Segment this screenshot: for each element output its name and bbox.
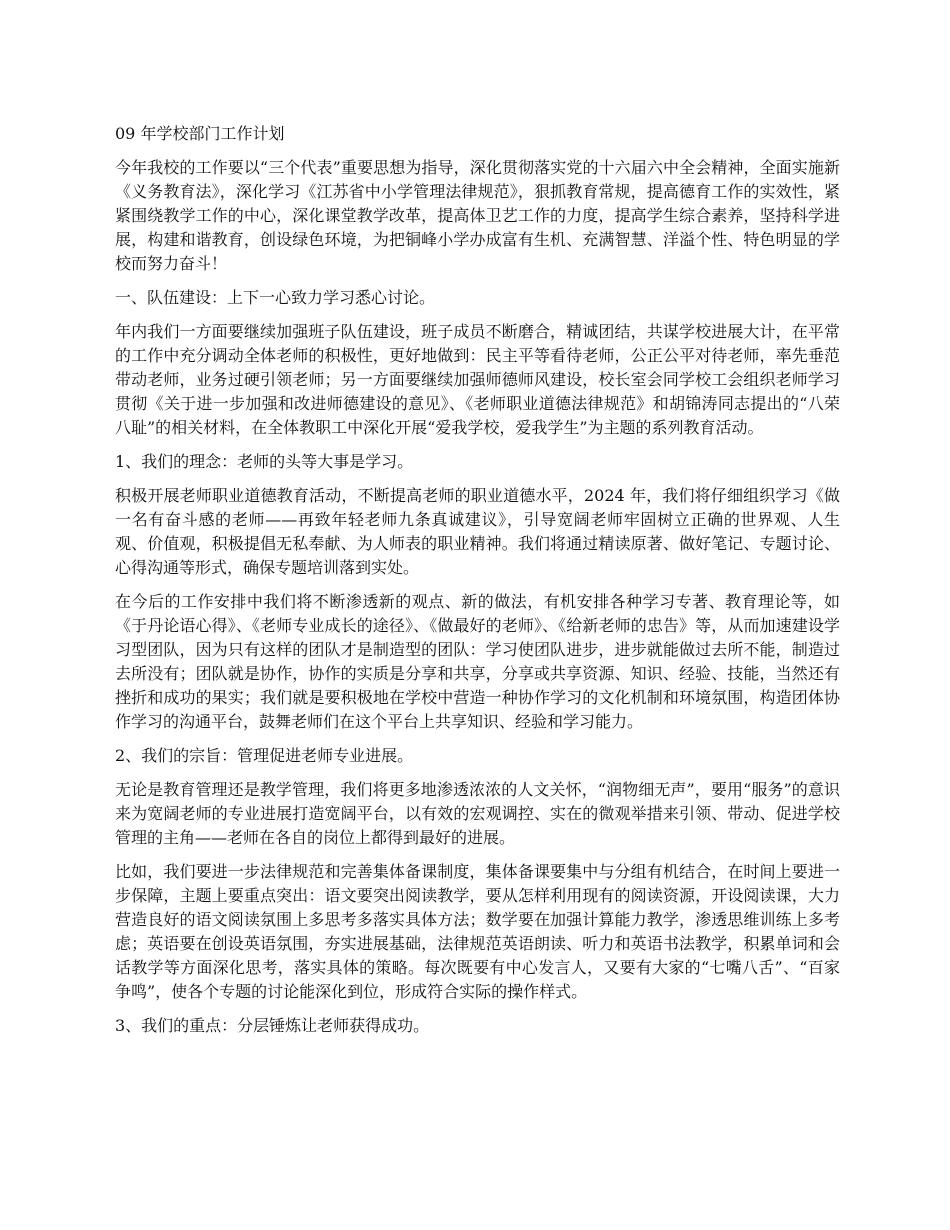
document-title: 09 年学校部门工作计划 bbox=[115, 124, 285, 143]
intro-paragraph: 今年我校的工作要以“三个代表”重要思想为指导，深化贯彻落实党的十六届六中全会精神，全面实施新《义务教育法》，深化学习《江苏省中小学管理法律规范》，狠抓教育常规，提高德育工作的实效性，紧紧围绕教学工作的中心，深化课堂教学改革，提高体卫艺工作的力度，提高学生综合素养，坚持科学进展，构建和谐教育，创设绿色环境，为把铜峰小学办成富有生机、充满智慧、洋溢个性、特色明显的学校而努力奋斗！ bbox=[115, 158, 840, 273]
subheading-purpose: 2、我们的宗旨：管理促进老师专业进展。 bbox=[115, 746, 414, 765]
section-heading-team: 一、队伍建设：上下一心致力学习悉心讨论。 bbox=[115, 288, 436, 307]
purpose-paragraph: 无论是教育管理还是教学管理，我们将更多地渗透浓浓的人文关怀，“润物细无声”，要用“服务”的意识来为宽阔老师的专业进展打造宽阔平台，以有效的宏观调控、实在的微观举措来引领、带动、促进学校管理的主角——老师在各自的岗位上都得到最好的进展。 bbox=[115, 780, 840, 847]
team-paragraph: 年内我们一方面要继续加强班子队伍建设，班子成员不断磨合，精诚团结，共谋学校进展大计，在平常的工作中充分调动全体老师的积极性，更好地做到：民主平等看待老师，公正公平对待老师，率先垂范带动老师，业务过硬引领老师；另一方面要继续加强师德师风建设，校长室会同学校工会组织老师学习贯彻《关于进一步加强和改进师德建设的意见》、《老师职业道德法律规范》和胡锦涛同志提出的“八荣八耻”的相关材料，在全体教职工中深化开展“爱我学校，爱我学生”为主题的系列教育活动。 bbox=[115, 322, 840, 437]
concept-paragraph: 积极开展老师职业道德教育活动，不断提高老师的职业道德水平，2024 年，我们将仔细组织学习《做一名有奋斗感的老师——再致年轻老师九条真诚建议》，引导宽阔老师牢固树立正确的世界观、人生观、价值观，积极提倡无私奉献、为人师表的职业精神。我们将通过精读原著、做好笔记、专题讨论、心得沟通等形式，确保专题培训落到实处。 bbox=[115, 486, 840, 577]
document-page bbox=[115, 122, 840, 1048]
subheading-concept: 1、我们的理念：老师的头等大事是学习。 bbox=[115, 452, 414, 471]
learning-paragraph: 在今后的工作安排中我们将不断渗透新的观点、新的做法，有机安排各种学习专著、教育理论等，如《于丹论语心得》、《老师专业成长的途径》、《做最好的老师》、《给新老师的忠告》等，从而加速建设学习型团队，因为只有这样的团队才是制造型的团队：学习使团队进步，进步就能做过去所不能，制造过去所没有；团队就是协作，协作的实质是分享和共享，分享或共享资源、知识、经验、技能，当然还有挫折和成功的果实；我们就是要积极地在学校中营造一种协作学习的文化机制和环境氛围，构造团体协作学习的沟通平台，鼓舞老师们在这个平台上共享知识、经验和学习能力。 bbox=[115, 592, 840, 731]
subheading-focus: 3、我们的重点：分层锤炼让老师获得成功。 bbox=[115, 1016, 430, 1035]
example-paragraph: 比如，我们要进一步法律规范和完善集体备课制度，集体备课要集中与分组有机结合，在时间上要进一步保障，主题上要重点突出：语文要突出阅读教学，要从怎样利用现有的阅读资源，开设阅读课，大力营造良好的语文阅读氛围上多思考多落实具体方法；数学要在加强计算能力教学，渗透思维训练上多考虑；英语要在创设英语氛围，夯实进展基础，法律规范英语朗读、听力和英语书法教学，积累单词和会话教学等方面深化思考，落实具体的策略。每次既要有中心发言人，又要有大家的“七嘴八舌”、“百家争鸣”，使各个专题的讨论能深化到位，形成符合实际的操作样式。 bbox=[115, 862, 840, 1001]
